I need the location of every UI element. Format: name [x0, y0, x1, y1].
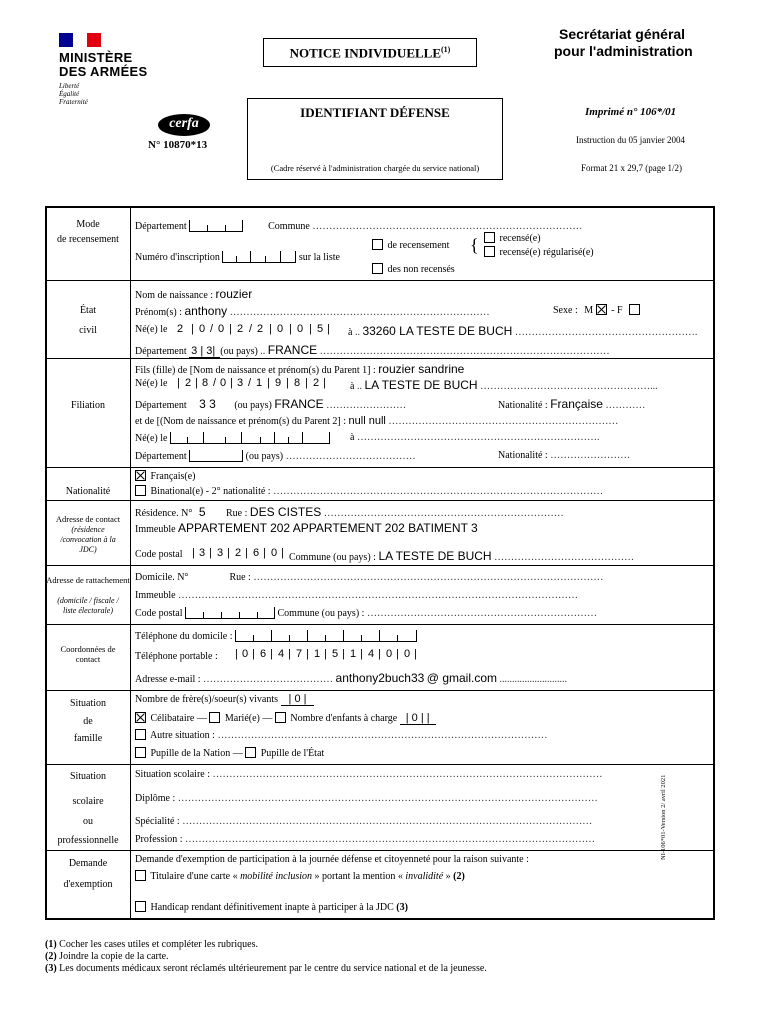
- prenoms-row: Prénom(s) : anthony ……………………………………………………………………: [135, 304, 490, 318]
- p2-a-label: à: [350, 432, 355, 443]
- p2-nationalite-label: Nationalité :: [498, 450, 548, 461]
- immeuble-label: Immeuble: [135, 524, 176, 535]
- p1-nationalite-label: Nationalité :: [498, 400, 548, 411]
- enfants-checkbox[interactable]: [275, 712, 286, 723]
- parent1-label: Fils (fille) de [Nom de naissance et prénom(s) du Parent 1] :: [135, 365, 376, 376]
- p1-place-row: à .. LA TESTE DE BUCH ……………………………………………...: [350, 378, 658, 392]
- exemption-label-line1: Demande: [68, 858, 108, 869]
- non-recenses-checkbox[interactable]: [372, 263, 383, 274]
- cp-label: Code postal: [135, 549, 183, 560]
- cp-row: [135, 549, 183, 560]
- francais-checkbox[interactable]: [135, 470, 146, 481]
- p2-nationality-field[interactable]: ……………………: [550, 450, 631, 461]
- nationalite-label: Nationalité: [65, 486, 111, 497]
- ne-le-label: Né(e) le: [135, 324, 168, 335]
- pupille-nation-label: Pupille de la Nation —: [150, 748, 243, 759]
- motto-egalite: Égalité: [59, 90, 80, 98]
- nom-value[interactable]: rouzier: [215, 287, 253, 301]
- row-divider: [45, 764, 713, 765]
- mode-label-line2: de recensement: [57, 234, 119, 245]
- ministry-name-line2: DES ARMÉES: [59, 64, 148, 79]
- a-label: à: [348, 327, 353, 338]
- carte-text-a: Titulaire d'une carte «: [150, 871, 238, 882]
- p1-dept-label: Département: [135, 400, 187, 411]
- domicile-commune-label: Commune (ou pays) :: [277, 608, 365, 619]
- handicap-footnote-ref: (3): [396, 902, 408, 913]
- carte-option[interactable]: [135, 871, 465, 882]
- footnote-2: (2) Joindre la copie de la carte.: [45, 951, 169, 962]
- mode-label-line1: Mode: [76, 219, 100, 230]
- ministry-name-line1: MINISTÈRE: [59, 50, 133, 65]
- domicile-rue-label: Rue :: [229, 572, 251, 583]
- p2-birth-date-field[interactable]: [170, 432, 330, 444]
- notice-footnote-ref: (1): [441, 45, 451, 54]
- rattachement-label: Adresse de rattachement: [46, 575, 130, 585]
- scolaire-label-line3: ou: [83, 816, 93, 827]
- autre-field[interactable]: ………………………………………………………………………………………: [217, 730, 548, 741]
- dept-row: Département 3 | 3| (ou pays) .. FRANCE ……………………………………………………………………………: [135, 343, 610, 357]
- domicile-commune-field[interactable]: ……………………………………………………………: [366, 608, 597, 619]
- adresse-contact-label: Adresse de contact: [55, 514, 121, 524]
- notice-title-box: [263, 38, 477, 67]
- email-row: Adresse e-mail : ………………………………… anthony2buch33 @ gmail.com ...........................: [135, 671, 567, 685]
- sexe-f-label: - F: [611, 305, 623, 316]
- situation-scolaire-row: [135, 769, 603, 780]
- diplome-row: [135, 793, 598, 804]
- dept-label: Département: [135, 346, 187, 357]
- row-divider: [45, 850, 713, 851]
- departement-label: Département: [135, 221, 187, 232]
- freres-value[interactable]: | 0 |: [281, 693, 315, 706]
- p1-a-label: à: [350, 381, 355, 392]
- rattachement-sublabel: (domicile / fiscale / liste électorale): [57, 596, 119, 615]
- p1-ou-pays-label: (ou pays): [234, 400, 272, 411]
- specialite-field[interactable]: ……………………………………………………………………………………………………………: [182, 816, 593, 827]
- parent1-row: [135, 362, 464, 376]
- exemption-label-line2: d'exemption: [63, 879, 113, 890]
- recense-checkbox[interactable]: [484, 232, 495, 243]
- notice-title: NOTICE INDIVIDUELLE: [289, 45, 441, 61]
- p1-dept-row: Département 3 3 (ou pays) FRANCE ……………………: [135, 397, 407, 411]
- pupille-row: [135, 748, 324, 759]
- p1-dept-value[interactable]: 3 3: [199, 397, 216, 411]
- residence-row: Résidence. N° 5 Rue : DES CISTES ………………………………………………………………: [135, 505, 564, 519]
- birth-date-field[interactable]: 2 | 0 / 0 | 2 / 2 | 0 | 0 | 5 |: [177, 323, 330, 335]
- marie-checkbox[interactable]: [209, 712, 220, 723]
- row-divider: [45, 280, 713, 281]
- p1-birth-date-field[interactable]: | 2 | 8 / 0 | 3 / 1 | 9 | 8 | 2 |: [177, 377, 326, 389]
- mode-departement-row: [135, 220, 582, 232]
- etat-label-line1: État: [79, 305, 97, 316]
- residence-num-value[interactable]: 5: [198, 505, 206, 519]
- p1-nationality-row: Nationalité : Française …………: [498, 397, 646, 411]
- label-column-divider: [130, 206, 131, 918]
- footnote-3: (3) Les documents médicaux seront réclamés ultérieurement par le centre du service national et de la jeunesse.: [45, 963, 487, 974]
- binational-option[interactable]: [135, 486, 603, 497]
- commune-row: Commune (ou pays) : LA TESTE DE BUCH ……………………………………: [289, 549, 635, 563]
- p2-dept-field[interactable]: [189, 450, 243, 462]
- autre-checkbox[interactable]: [135, 729, 146, 740]
- adresse-contact-sublabel: (résidence /convocation à la JDC): [60, 525, 116, 554]
- identifiant-note: (Cadre réservé à l'administration chargée du service national): [270, 163, 480, 173]
- cerfa-logo: [158, 114, 210, 136]
- sur-liste-label: sur la liste: [298, 252, 340, 263]
- numero-field[interactable]: [222, 251, 296, 263]
- non-recenses-option[interactable]: [372, 264, 455, 275]
- celibataire-checkbox[interactable]: [135, 712, 146, 723]
- de-recensement-option[interactable]: [372, 240, 449, 251]
- prenoms-label: Prénom(s) :: [135, 307, 182, 318]
- sexe-m-label: M: [584, 305, 594, 316]
- immeuble-row: [135, 521, 478, 535]
- row-divider: [45, 500, 713, 501]
- diplome-field[interactable]: ………………………………………………………………………………………………………………: [177, 793, 598, 804]
- scolaire-label-line1: Situation: [69, 771, 107, 782]
- freres-label: Nombre de frère(s)/soeur(s) vivants: [135, 694, 279, 705]
- numero-label: Numéro d'inscription: [135, 252, 220, 263]
- sg-title-line2: pour l'administration: [554, 43, 693, 59]
- scolaire-label-line2: scolaire: [72, 796, 104, 807]
- parent1-value[interactable]: rouzier sandrine: [378, 362, 465, 376]
- de-recensement-label: de recensement: [387, 240, 450, 251]
- regularise-label: recensé(e) régularisé(e): [499, 247, 594, 258]
- handicap-checkbox[interactable]: [135, 901, 146, 912]
- commune-label: Commune: [268, 221, 310, 232]
- pupille-etat-label: Pupille de l'État: [260, 748, 325, 759]
- profession-row: [135, 834, 595, 845]
- domicile-cp-label: Code postal: [135, 608, 183, 619]
- p2-ou-pays-label: (ou pays): [245, 451, 284, 462]
- pupille-nation-checkbox[interactable]: [135, 747, 146, 758]
- birth-place-value[interactable]: 33260 LA TESTE DE BUCH: [362, 324, 513, 338]
- ou-pays-label: (ou pays): [220, 346, 258, 357]
- sexe-row: [553, 305, 642, 316]
- filiation-label: Filiation: [71, 400, 105, 411]
- tel-domicile-row: [135, 630, 417, 642]
- ne-le-row: [135, 324, 167, 335]
- marie-label: Marié(e) —: [224, 713, 273, 724]
- carte-text-b: mobilité inclusion: [240, 871, 313, 882]
- domicile-cp-field[interactable]: [185, 607, 275, 619]
- ministry-logo: [50, 26, 160, 116]
- non-recenses-label: des non recensés: [387, 264, 455, 275]
- carte-text-e: »: [445, 871, 451, 882]
- binational-label: Binational(e) - 2° nationalité :: [150, 486, 271, 497]
- sexe-label: Sexe :: [553, 305, 578, 316]
- printed-number: Imprimé n° 106*/01: [585, 106, 677, 118]
- autre-row: [135, 730, 547, 741]
- profession-label: Profession :: [135, 834, 183, 845]
- identifiant-title: IDENTIFIANT DÉFENSE: [300, 105, 450, 120]
- pupille-etat-checkbox[interactable]: [245, 747, 256, 758]
- regularise-option[interactable]: [484, 247, 594, 258]
- brace-symbol: {: [470, 235, 479, 255]
- domicile-cp-row: [135, 607, 597, 619]
- scolaire-label-line4: professionnelle: [57, 835, 119, 846]
- identifiant-box: [247, 98, 503, 180]
- second-nationality-field[interactable]: ………………………………………………………………………………………: [273, 486, 604, 497]
- row-divider: [45, 624, 713, 625]
- specialite-label: Spécialité :: [135, 816, 180, 827]
- francais-option[interactable]: [135, 471, 195, 482]
- motto-liberte: Liberté: [59, 82, 80, 90]
- domicile-immeuble-row: [135, 590, 578, 601]
- diplome-label: Diplôme :: [135, 793, 176, 804]
- binational-checkbox[interactable]: [135, 485, 146, 496]
- enfants-value[interactable]: | 0 | |: [400, 712, 436, 725]
- carte-checkbox[interactable]: [135, 870, 146, 881]
- profession-field[interactable]: ……………………………………………………………………………………………………………: [185, 834, 595, 845]
- flag-icon: [59, 33, 101, 47]
- handicap-label: Handicap rendant définitivement inapte à participer à la JDC: [150, 902, 394, 913]
- row-divider: [45, 467, 713, 468]
- departement-field[interactable]: [189, 220, 243, 232]
- p1-ne-label: Né(e) le: [135, 378, 168, 389]
- parent2-label: et de [(Nom de naissance et prénom(s) du Parent 2] :: [135, 416, 347, 427]
- handicap-option[interactable]: [135, 902, 408, 913]
- email-domain-value[interactable]: @ gmail.com: [426, 671, 497, 685]
- p1-country-value[interactable]: FRANCE: [274, 397, 324, 411]
- domicile-rue-field[interactable]: ……………………………………………………………………………………………: [253, 572, 604, 583]
- nom-row: [135, 287, 252, 301]
- cerfa-logo-text: cerfa: [169, 116, 199, 131]
- email-label: Adresse e-mail :: [135, 674, 201, 685]
- p2-country-field[interactable]: …………………………………: [285, 451, 416, 462]
- domicile-immeuble-field[interactable]: …………………………………………………………………………………………………………: [178, 590, 579, 601]
- recense-option[interactable]: [484, 233, 541, 244]
- row-divider: [45, 565, 713, 566]
- domicile-label: Domicile. N°: [135, 572, 189, 583]
- tel-portable-field[interactable]: | 0 | 6 | 4 | 7 | 1 | 5 | 1 | 4 | 0 | 0 |: [235, 648, 417, 660]
- famille-label-line1: Situation: [69, 698, 107, 709]
- prenoms-value[interactable]: anthony: [184, 304, 228, 318]
- rue-value[interactable]: DES CISTES: [249, 505, 322, 519]
- cerfa-number: N° 10870*13: [148, 139, 208, 151]
- commune-field[interactable]: ………………………………………………………………………: [312, 221, 583, 232]
- residence-label: Résidence. N°: [135, 508, 193, 519]
- celibataire-label: Célibataire —: [150, 713, 207, 724]
- freres-row: [135, 693, 314, 705]
- commune-contact-label: Commune (ou pays) :: [289, 552, 376, 563]
- coordonnees-label: Coordonnées de contact: [60, 644, 116, 664]
- tel-domicile-label: Téléphone du domicile :: [135, 631, 233, 642]
- etat-label-line2: civil: [79, 325, 97, 336]
- situation-scolaire-label: Situation scolaire :: [135, 769, 210, 780]
- p2-dept-label: Département: [135, 451, 187, 462]
- recense-label: recensé(e): [499, 233, 541, 244]
- sexe-m-checkbox[interactable]: [596, 304, 607, 315]
- cp-field[interactable]: | 3 | 3 | 2 | 6 | 0 |: [192, 547, 284, 559]
- instruction-date: Instruction du 05 janvier 2004: [576, 135, 685, 145]
- commune-contact-value[interactable]: LA TESTE DE BUCH: [378, 549, 492, 563]
- exemption-intro: Demande d'exemption de participation à la journée défense et citoyenneté pour la raison suivante :: [135, 854, 529, 865]
- famille-label-line3: famille: [73, 733, 103, 744]
- row-divider: [45, 358, 713, 359]
- footnote-1: (1) Cocher les cases utiles et compléter les rubriques.: [45, 939, 258, 950]
- domicile-row: [135, 572, 603, 583]
- p2-nationality-row: [498, 450, 630, 461]
- famille-label-line2: de: [83, 716, 93, 727]
- francais-label: Français(e): [150, 471, 196, 482]
- format-info: Format 21 x 29,7 (page 1/2): [581, 163, 682, 173]
- nom-label: Nom de naissance :: [135, 290, 214, 301]
- p2-place-row: [350, 432, 599, 443]
- tel-portable-row: [135, 651, 218, 662]
- motto-fraternite: Fraternité: [59, 98, 88, 106]
- p2-dept-row: [135, 450, 416, 462]
- country-value[interactable]: FRANCE: [267, 343, 318, 357]
- de-recensement-checkbox[interactable]: [372, 239, 383, 250]
- dept-value[interactable]: 3 | 3|: [191, 345, 219, 357]
- parent2-row: et de [(Nom de naissance et prénom(s) du Parent 2] : null null ……………………………………………………………: [135, 415, 619, 427]
- rue-label: Rue :: [226, 508, 248, 519]
- specialite-row: [135, 816, 592, 827]
- carte-text-d: invalidité: [405, 871, 444, 882]
- tel-domicile-field[interactable]: [235, 630, 417, 642]
- birth-place-row: à .. 33260 LA TESTE DE BUCH ……………………………………………….: [348, 324, 698, 338]
- domicile-immeuble-label: Immeuble: [135, 590, 176, 601]
- p2-place-field[interactable]: ……………………………………………………………….: [356, 432, 600, 443]
- regularise-checkbox[interactable]: [484, 246, 495, 257]
- situation-scolaire-field[interactable]: ………………………………………………………………………………………………………: [212, 769, 603, 780]
- email-user-value[interactable]: anthony2buch33: [335, 671, 425, 685]
- parent2-value[interactable]: null null: [348, 415, 386, 427]
- sexe-f-checkbox[interactable]: [629, 304, 640, 315]
- immeuble-value[interactable]: APPARTEMENT 202 APPARTEMENT 202 BATIMENT 3: [178, 521, 478, 535]
- p1-ne-label-row: [135, 378, 167, 389]
- carte-text-c: » portant la mention «: [314, 871, 403, 882]
- carte-footnote-ref: (2): [453, 871, 465, 882]
- p2-ne-row: [135, 432, 330, 444]
- sg-title-line1: Secrétariat général: [559, 26, 686, 42]
- tel-portable-label: Téléphone portable :: [135, 651, 218, 662]
- p1-nationality-value[interactable]: Française: [550, 397, 603, 411]
- autre-label: Autre situation :: [149, 730, 215, 741]
- side-version-code: NI-106*01-Version 2/ avril 2021: [660, 774, 667, 860]
- row-divider: [45, 690, 713, 691]
- mode-numero-row: [135, 251, 340, 263]
- p1-place-value[interactable]: LA TESTE DE BUCH: [364, 378, 478, 392]
- p2-ne-label: Né(e) le: [135, 433, 168, 444]
- civil-status-row: [135, 712, 436, 724]
- enfants-label: Nombre d'enfants à charge: [290, 713, 398, 724]
